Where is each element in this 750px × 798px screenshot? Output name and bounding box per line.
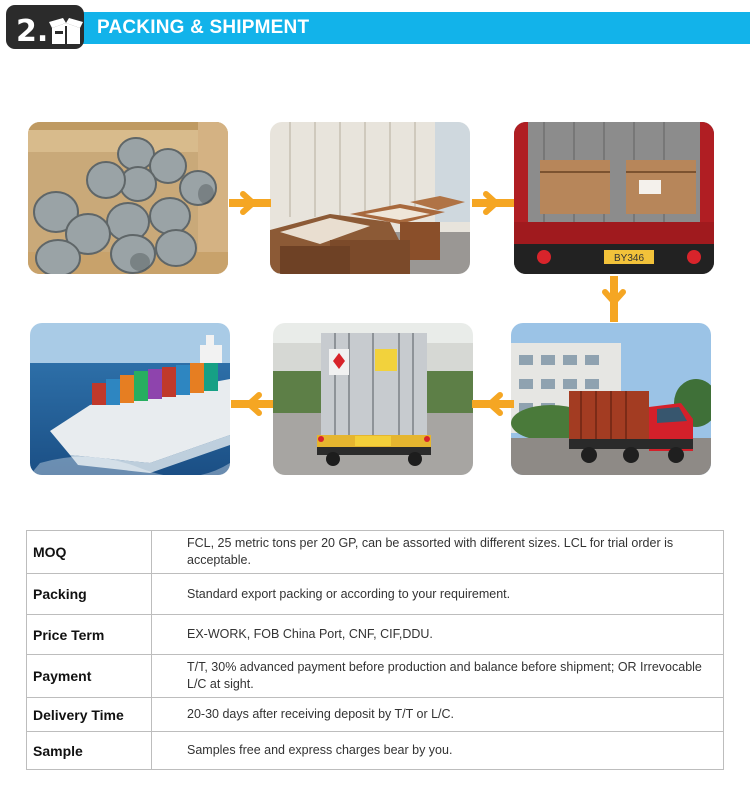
table-row: [27, 574, 724, 615]
arrow-left-icon: [472, 392, 514, 416]
spec-label-moq: MOQ: [27, 531, 152, 574]
container-truck-rear-photo: [273, 323, 473, 475]
arrow-left-icon: [231, 392, 273, 416]
table-row: [27, 698, 724, 732]
spec-label-delivery-time: Delivery Time: [27, 698, 152, 732]
table-row: [27, 615, 724, 655]
spec-label-packing: Packing: [27, 574, 152, 615]
spec-value-moq: FCL, 25 metric tons per 20 GP, can be assorted with different sizes. LCL for trial order is acceptable.: [152, 531, 724, 574]
spec-label-payment: Payment: [27, 655, 152, 698]
specs-table: [26, 530, 724, 770]
section-title: PACKING & SHIPMENT: [97, 17, 310, 38]
table-row: [27, 732, 724, 770]
cargo-ship-photo: [30, 323, 230, 475]
truck-at-factory-photo: [511, 323, 711, 475]
spec-value-sample: Samples free and express charges bear by you.: [152, 732, 724, 770]
spec-value-price-term: EX-WORK, FOB China Port, CNF, CIF,DDU.: [152, 615, 724, 655]
section-number: 2.: [16, 14, 49, 49]
packed-discs-crate-photo: [28, 122, 228, 274]
spec-value-delivery-time: 20-30 days after receiving deposit by T/T or L/C.: [152, 698, 724, 732]
svg-text:BY346: BY346: [613, 253, 645, 264]
spec-value-packing: Standard export packing or according to your requirement.: [152, 574, 724, 615]
wooden-cases-warehouse-photo: [270, 122, 470, 274]
arrow-right-icon: [229, 191, 271, 215]
arrow-down-icon: [602, 276, 626, 322]
table-row: [27, 531, 724, 574]
arrow-right-icon: [472, 191, 514, 215]
table-row: [27, 655, 724, 698]
spec-value-payment: T/T, 30% advanced payment before production and balance before shipment; OR Irrevocable L/C at sight.: [152, 655, 724, 698]
section-header: [0, 0, 750, 56]
spec-label-sample: Sample: [27, 732, 152, 770]
box-icon: [49, 18, 83, 46]
section-number-badge: [6, 5, 84, 49]
container-loading-photo: [514, 122, 714, 274]
spec-label-price-term: Price Term: [27, 615, 152, 655]
